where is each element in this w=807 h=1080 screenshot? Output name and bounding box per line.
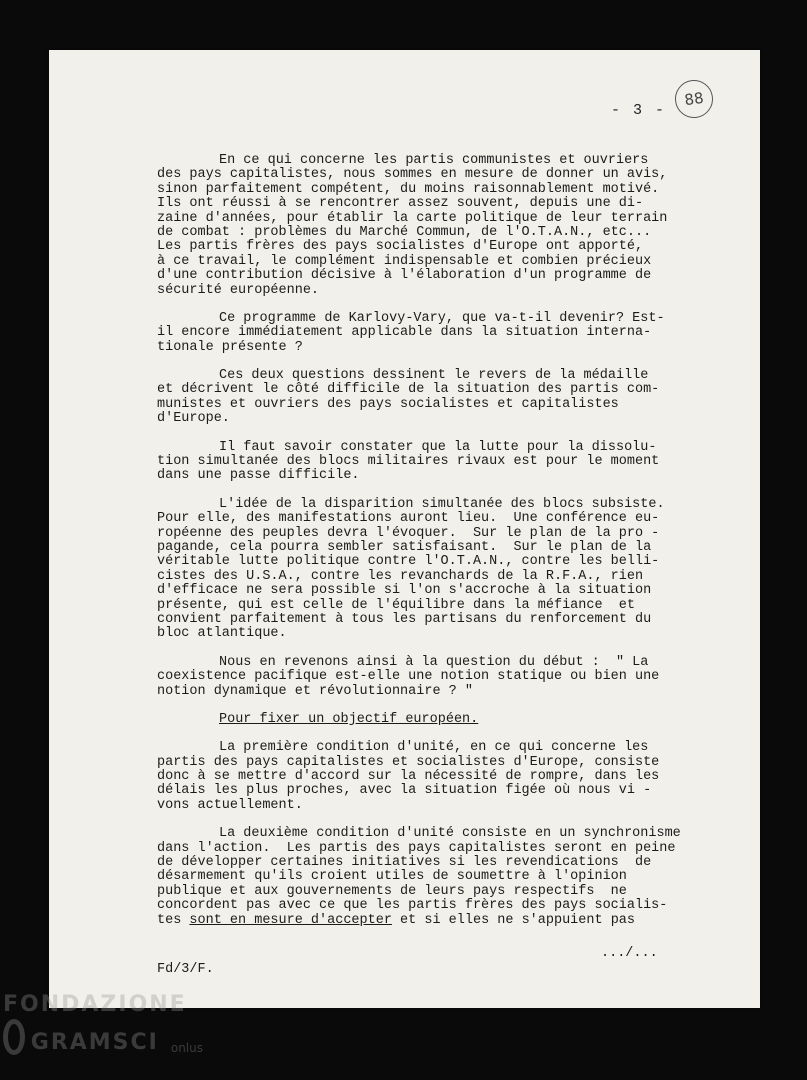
text-line: cistes des U.S.A., contre les revanchards de la R.F.A., rien <box>157 568 644 584</box>
text-line: Ils ont réussi à se rencontrer assez souvent, depuis une di- <box>157 196 644 212</box>
text-line: partis des pays capitalistes et socialistes d'Europe, consiste <box>157 754 660 770</box>
paragraph <box>157 312 727 355</box>
text-line: présente, qui est celle de l'équilibre dans la méfiance et <box>157 597 635 613</box>
underlined-phrase: sont en mesure d'accepter <box>189 912 392 928</box>
text-line: notion dynamique et révolutionnaire ? " <box>157 683 473 699</box>
paragraph <box>157 154 727 298</box>
text-line: il encore immédiatement applicable dans la situation interna- <box>157 325 652 341</box>
body-paragraphs-after <box>157 741 727 928</box>
text-line: sinon parfaitement compétent, du moins raisonnablement motivé. <box>157 181 660 197</box>
section-heading: Pour fixer un objectif européen. <box>219 711 479 727</box>
archive-stamp: 88 <box>673 78 716 121</box>
text-line: véritable lutte politique contre l'O.T.A.N., contre les belli- <box>157 554 660 570</box>
text-line: bloc atlantique. <box>157 626 287 642</box>
text-line: d'Europe. <box>157 411 230 427</box>
text-line: désarmement qu'ils croient utiles de soumettre à l'opinion <box>157 869 627 885</box>
text-line: Les partis frères des pays socialistes d'Europe ont apporté, <box>157 239 644 255</box>
text-line: convient parfaitement à tous les partisans du renforcement du <box>157 611 652 627</box>
text-line: donc à se mettre d'accord sur la nécessité de rompre, dans les <box>157 769 660 785</box>
text-line: tionale présente ? <box>157 339 303 355</box>
text-line: d'une contribution décisive à l'élaboration d'un programme de <box>157 268 652 284</box>
text-line: En ce qui concerne les partis communistes et ouvriers <box>219 153 649 168</box>
text-line: pagande, cela pourra sembler satisfaisant. Sur le plan de la <box>157 539 652 555</box>
paragraph <box>157 369 727 427</box>
text-line: à ce travail, le complément indispensable et combien précieux <box>157 253 652 269</box>
text-line: publique et aux gouvernements de leurs pays respectifs ne <box>157 883 627 899</box>
text-line: sécurité européenne. <box>157 282 320 298</box>
text-line: ropéenne des peuples devra l'évoquer. Sur le plan de la pro - <box>157 525 660 541</box>
paragraph <box>157 498 727 642</box>
text-line: L'idée de la disparition simultanée des blocs subsiste. <box>219 496 665 512</box>
fondazione-gramsci-watermark <box>3 992 203 1055</box>
text-line: zaine d'années, pour établir la carte politique de leur terrain <box>157 210 668 226</box>
paragraph <box>157 827 727 928</box>
text-line: dans une passe difficile. <box>157 468 360 484</box>
text-line: dans l'action. Les partis des pays capitalistes seront en peine <box>157 840 676 856</box>
watermark-line2: GRAMSCI <box>30 1030 159 1055</box>
text-line: et décrivent le côté difficile de la situation des partis com- <box>157 382 660 398</box>
text-line: Nous en revenons ainsi à la question du début : " La <box>219 654 649 670</box>
text-line: munistes et ouvriers des pays socialistes et capitalistes <box>157 396 619 412</box>
watermark-line3: onlus <box>170 1041 203 1055</box>
text-line: Ces deux questions dessinent le revers de la médaille <box>219 368 649 384</box>
body-paragraphs <box>157 154 727 699</box>
text-line: coexistence pacifique est-elle une notion statique ou bien une <box>157 669 660 685</box>
page-number: - 3 - <box>611 102 667 119</box>
text-line: Pour elle, des manifestations auront lieu. Une conférence eu- <box>157 511 660 527</box>
text-line: de combat : problèmes du Marché Commun, de l'O.T.A.N., etc... <box>157 224 652 240</box>
text-line: tion simultanée des blocs militaires rivaux est pour le moment <box>157 454 660 470</box>
text-line: Ce programme de Karlovy-Vary, que va-t-il devenir? Est- <box>219 310 665 326</box>
document-reference: Fd/3/F. <box>157 962 214 977</box>
gramsci-logo-icon <box>3 1019 25 1055</box>
paragraph <box>157 656 727 699</box>
paragraph <box>157 741 727 813</box>
text-line: d'efficace ne sera possible si l'on s'accroche à la situation <box>157 583 652 599</box>
watermark-line1: FONDAZIONE <box>3 992 187 1017</box>
text-line: concordent pas avec ce que les partis frères des pays socialis- <box>157 898 668 914</box>
text-line: délais les plus proches, avec la situation figée où nous vi - <box>157 783 652 799</box>
text-line: La deuxième condition d'unité consiste en un synchronisme <box>219 826 681 842</box>
text-line: tes sont en mesure d'accepter et si elles ne s'appuient pas <box>157 912 635 928</box>
text-line: La première condition d'unité, en ce qui concerne les <box>219 740 649 756</box>
text-line: de développer certaines initiatives si les revendications de <box>157 855 652 871</box>
paragraph <box>157 441 727 484</box>
continuation-mark: .../... <box>601 946 658 961</box>
text-line: Il faut savoir constater que la lutte pour la dissolu- <box>219 439 657 455</box>
text-line: des pays capitalistes, nous sommes en mesure de donner un avis, <box>157 167 668 183</box>
text-line: vons actuellement. <box>157 797 303 813</box>
document-body <box>157 154 727 942</box>
